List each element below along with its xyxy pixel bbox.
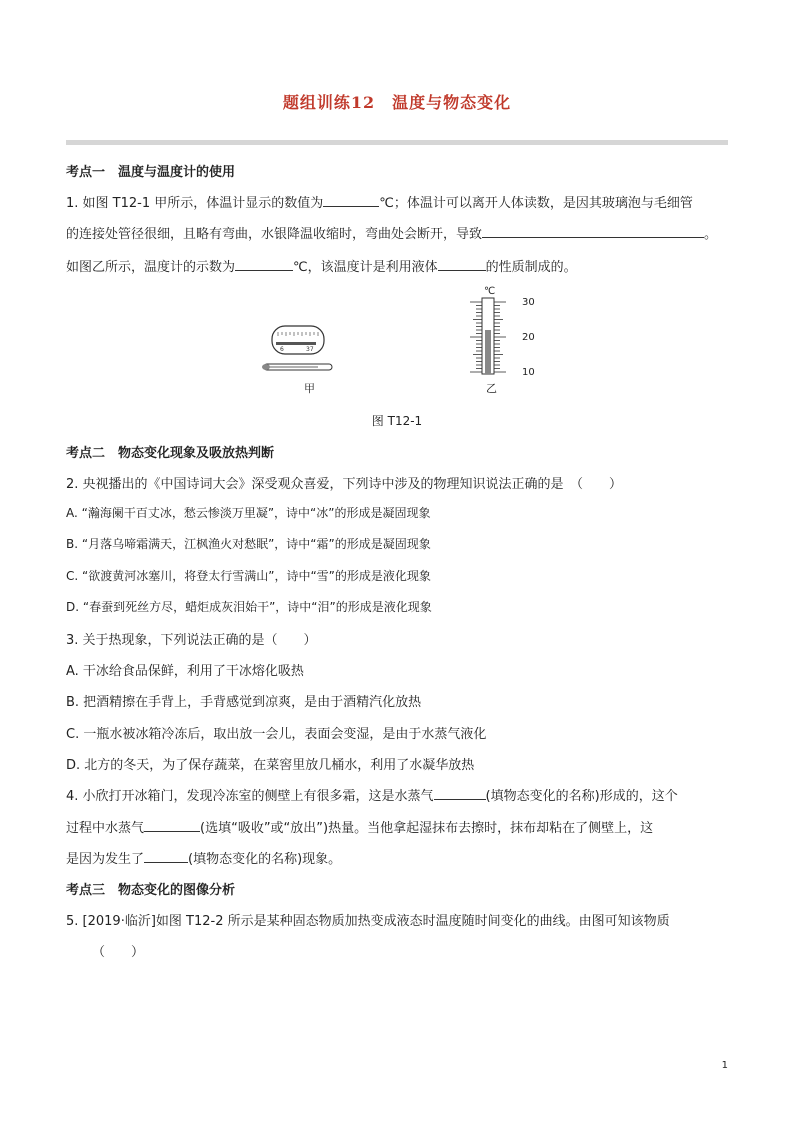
q2-option-a[interactable]: A. “瀚海阑干百丈冰，愁云惨淡万里凝”，诗中“冰”的形成是凝固现象 xyxy=(66,506,431,520)
q2-option-d[interactable]: D. “春蚕到死丝方尽，蜡炬成灰泪始干”，诗中“泪”的形成是液化现象 xyxy=(66,600,432,614)
tick-label-30: 30 xyxy=(522,297,535,308)
q4-line-1 xyxy=(66,785,678,804)
q1-line-1 xyxy=(66,192,693,211)
q3-option-d[interactable]: D. 北方的冬天，为了保存蔬菜，在菜窖里放几桶水，利用了水凝华放热 xyxy=(66,758,475,773)
bulb xyxy=(262,364,270,370)
q4-blank-1[interactable] xyxy=(434,787,486,800)
q1-text: ℃，该温度计是利用液体 xyxy=(293,260,438,275)
q1-text: 如图乙所示，温度计的示数为 xyxy=(66,260,236,275)
q2-option-b[interactable]: B. “月落乌啼霜满天，江枫渔火对愁眠”，诗中“霜”的形成是凝固现象 xyxy=(66,537,431,551)
q1-blank-1[interactable] xyxy=(323,194,379,207)
q3-option-a[interactable]: A. 干冰给食品保鲜，利用了干冰熔化吸热 xyxy=(66,664,304,679)
q1-text: 的性质制成的。 xyxy=(485,260,577,275)
figure-caption: 图 T12-1 xyxy=(371,414,423,428)
label-jia: 甲 xyxy=(304,382,315,395)
q5-answer-bracket[interactable]: （ ） xyxy=(92,945,145,960)
label-yi: 乙 xyxy=(486,382,497,395)
q1-text: 的连接处管径很细，且略有弯曲，水银降温收缩时，弯曲处会断开，导致 xyxy=(66,227,483,242)
q1-blank-4[interactable] xyxy=(438,258,486,271)
q4-blank-3[interactable] xyxy=(144,850,188,863)
figure-thermometer-jia xyxy=(258,322,338,394)
q4-text: 是因为发生了 xyxy=(66,852,145,867)
q1-blank-2[interactable] xyxy=(482,225,704,238)
section-heading-1: 考点一 温度与温度计的使用 xyxy=(66,165,236,180)
q1-blank-3[interactable] xyxy=(235,258,293,271)
tick-label-20: 20 xyxy=(522,332,535,343)
q3-stem: 3. 关于热现象，下列说法正确的是（ ） xyxy=(66,633,317,648)
q4-text: 4. 小欣打开冰箱门，发现冷冻室的侧壁上有很多霜，这是水蒸气 xyxy=(66,789,434,804)
title-divider xyxy=(66,140,728,145)
figure-thermometer-yi xyxy=(462,284,548,396)
unit-label: ℃ xyxy=(484,286,496,297)
liquid-column xyxy=(485,330,491,374)
q1-text: ℃；体温计可以离开人体读数，是因其玻璃泡与毛细管 xyxy=(379,196,693,211)
section-heading-2: 考点二 物态变化现象及吸放热判断 xyxy=(66,446,275,461)
section-heading-3: 考点三 物态变化的图像分析 xyxy=(66,883,236,898)
lens-scale-right: 37 xyxy=(306,346,314,353)
q3-option-c[interactable]: C. 一瓶水被冰箱冷冻后，取出放一会儿，表面会变湿，是由于水蒸气液化 xyxy=(66,727,487,742)
q4-line-2 xyxy=(66,817,653,836)
q2-option-c[interactable]: C. “欲渡黄河冰塞川，将登太行雪满山”，诗中“雪”的形成是液化现象 xyxy=(66,569,431,583)
q4-blank-2[interactable] xyxy=(144,819,200,832)
mercury-column xyxy=(276,342,316,345)
q5-stem: 5. [2019·临沂]如图 T12-2 所示是某种固态物质加热变成液态时温度随时间变化的曲线。由图可知该物质 xyxy=(66,914,670,929)
page-number: 1 xyxy=(721,1060,728,1071)
q1-line-2 xyxy=(66,223,717,242)
lens-scale-left: 6 xyxy=(280,346,284,353)
q1-text: 1. 如图 T12-1 甲所示，体温计显示的数值为 xyxy=(66,196,324,211)
q2-stem: 2. 央视播出的《中国诗词大会》深受观众喜爱，下列诗中涉及的物理知识说法正确的是 （ ） xyxy=(66,477,623,492)
q1-line-3 xyxy=(66,256,577,275)
q4-text: (填物态变化的名称)形成的，这个 xyxy=(485,789,678,804)
q1-text: 。 xyxy=(704,227,718,242)
q4-text: (填物态变化的名称)现象。 xyxy=(188,852,342,867)
q4-line-3 xyxy=(66,848,341,867)
q4-text: (选填“吸收”或“放出”)热量。当他拿起湿抹布去擦时，抹布却粘在了侧壁上，这 xyxy=(200,821,654,836)
q4-text: 过程中水蒸气 xyxy=(66,821,145,836)
tick-label-10: 10 xyxy=(522,367,535,378)
q3-option-b[interactable]: B. 把酒精擦在手背上，手背感觉到凉爽，是由于酒精汽化放热 xyxy=(66,695,422,710)
page-title: 题组训练12 温度与物态变化 xyxy=(282,93,512,112)
